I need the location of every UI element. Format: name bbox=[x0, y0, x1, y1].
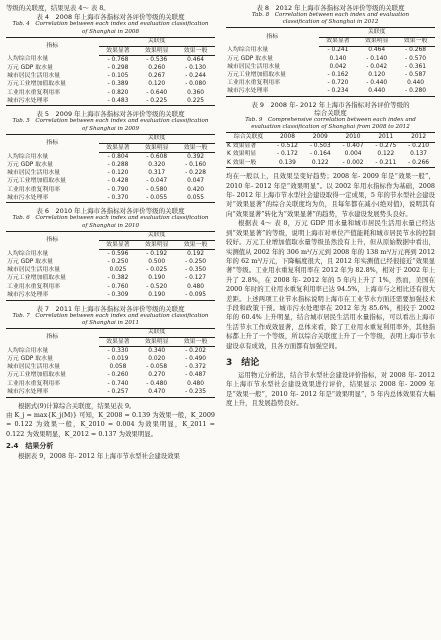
table-cell: - 0.298 bbox=[107, 64, 129, 71]
table-row bbox=[226, 55, 435, 63]
table-9-cell: - 0.211 bbox=[375, 159, 397, 166]
table-row-label: 城市污水处理率 bbox=[7, 291, 49, 298]
table-row-label: 人均综合用水量 bbox=[7, 56, 49, 63]
table-cell: 0.480 bbox=[187, 283, 205, 290]
table-column-header: 效果一般 bbox=[396, 37, 435, 46]
table-caption-cn: 表 8 2012 年上海市各指标对各评价等级的关联度 bbox=[256, 4, 405, 12]
table-cell: 0.480 bbox=[187, 380, 205, 387]
table-caption-en-1: Tab. 5 Correlation between each index and evaluation classification bbox=[12, 118, 209, 125]
table-row bbox=[6, 388, 215, 397]
right-tables bbox=[226, 4, 435, 97]
table-caption-en-2: of Shanghai in 2009 bbox=[81, 125, 140, 132]
table-column-header: 效果明显 bbox=[357, 37, 396, 46]
table-row-label: 城市污水处理率 bbox=[7, 97, 49, 104]
table-row bbox=[6, 89, 215, 97]
table-row bbox=[6, 275, 215, 283]
table-row bbox=[226, 80, 435, 88]
intro-text: 等级的关联度，结果见表 4～ 表 8。 bbox=[6, 4, 110, 12]
table-cell: - 0.820 bbox=[107, 89, 129, 96]
table-cell: - 0.250 bbox=[107, 258, 129, 265]
table-row-label: 工业用水重复利用率 bbox=[7, 380, 61, 387]
table-cell: - 0.361 bbox=[405, 63, 427, 70]
table-index-header: 指标 bbox=[266, 33, 279, 40]
table-cell: 0.360 bbox=[187, 89, 205, 96]
table-column-header: 效果显著 bbox=[99, 47, 138, 56]
table-group-header: 关联度 bbox=[147, 135, 166, 142]
table-9-row-label: K 效果明显 bbox=[227, 151, 257, 158]
table-cell: - 0.372 bbox=[185, 364, 207, 371]
table-cell: - 0.580 bbox=[146, 186, 168, 193]
table-column-header: 效果显著 bbox=[99, 144, 138, 153]
table-row bbox=[6, 347, 215, 356]
table-cell: - 0.257 bbox=[107, 388, 129, 395]
table-row-label: 城市污水处理率 bbox=[227, 88, 269, 95]
table-row-label: 工业用水重复利用率 bbox=[7, 283, 61, 290]
table-cell: 0.047 bbox=[187, 178, 205, 185]
table-row bbox=[6, 364, 215, 372]
table-cell: 0.225 bbox=[187, 97, 205, 104]
table-cell: - 0.127 bbox=[185, 275, 207, 282]
table-row-label: 城市居民生活用水量 bbox=[227, 63, 281, 70]
table-group-header-row bbox=[6, 328, 215, 337]
right-para-1: 均在一般以上，且效果呈变好趋势；2008 年- 2009 年是“效果一般”，2010 年- 2012 年是“效果明显”。以 2002 年用水指标作为基础，2008 年- 2012 年上海市节水型社会建设取得一定成果，5 年的节水型社会建设对“效果显著”的综合关联度均为负，且每年都在减小(绝对值)，说明其有向“效果显著”转化为“效果显著”的趋势，节水建设发展势头良好。 bbox=[226, 172, 435, 218]
table-cell: - 0.234 bbox=[327, 88, 349, 95]
table-cell: 0.320 bbox=[148, 161, 166, 168]
table-cell: - 0.130 bbox=[185, 64, 207, 71]
table-9-column-header: 2010 bbox=[337, 133, 370, 142]
table-row-label: 万元 GDP 取水量 bbox=[7, 64, 53, 71]
relation-table bbox=[6, 37, 215, 107]
table-row bbox=[6, 372, 215, 380]
relation-table bbox=[6, 134, 215, 204]
table-9-cell: - 0.172 bbox=[277, 151, 298, 158]
table-caption-cn: 表 7 2011 年上海市各指标对各评价等级的关联度 bbox=[36, 304, 185, 313]
section-heading-2-4: 2.4 结果分析 bbox=[6, 442, 54, 451]
table-cell: - 0.228 bbox=[185, 170, 207, 177]
table-column-header: 效果明显 bbox=[137, 144, 176, 153]
table-index-header: 指标 bbox=[46, 237, 59, 244]
table-cell: 0.340 bbox=[148, 347, 166, 354]
table-cell: - 0.720 bbox=[327, 80, 349, 87]
table-9-row bbox=[226, 151, 435, 159]
table-cell: 0.042 bbox=[329, 63, 347, 70]
table-9-caption-cn-2: 综合关联度 bbox=[314, 109, 347, 118]
table-column-header: 效果显著 bbox=[99, 338, 138, 347]
table-row-label: 万元工业增加值取水量 bbox=[227, 71, 286, 78]
table-group-header-row bbox=[6, 134, 215, 143]
table-cell: - 0.640 bbox=[146, 89, 168, 96]
table-cell: - 0.250 bbox=[185, 258, 207, 265]
table-caption-en-1: Tab. 4 Correlation between each index and evaluation classification bbox=[12, 21, 209, 28]
table-cell: - 0.370 bbox=[107, 194, 129, 201]
table-column-header: 效果明显 bbox=[137, 47, 176, 56]
table-9-cell: - 0.407 bbox=[342, 143, 364, 150]
relation-table bbox=[226, 27, 435, 97]
table-column-header: 效果显著 bbox=[319, 37, 358, 46]
table-row bbox=[6, 283, 215, 291]
table-group-header: 关联度 bbox=[147, 38, 166, 45]
table-cell: - 0.288 bbox=[107, 161, 129, 168]
table-row bbox=[6, 267, 215, 275]
table-cell: 0.440 bbox=[407, 80, 425, 87]
right-para-3: 运用物元分析法，结合节水型社会建设评价指标，对 2008 年- 2012 年上海市节水型社会建设效果进行评价，结果显示 2008 年- 2009 年是“效果一般”，2010 年- 2012 年是“效果明显”，5 年内总体效果有大幅度上升，且发展趋势良好。 bbox=[226, 370, 435, 408]
table-row-label: 工业用水重复利用率 bbox=[227, 80, 281, 87]
table-row-label: 城市居民生活用水量 bbox=[7, 364, 61, 371]
table-cell: 0.392 bbox=[187, 153, 205, 160]
table-row bbox=[6, 170, 215, 178]
table-row-label: 人均综合用水量 bbox=[7, 347, 49, 354]
table-row bbox=[226, 46, 435, 55]
table-row bbox=[6, 153, 215, 162]
table-9-cell: - 0.002 bbox=[342, 159, 364, 166]
para-after-1: 根据式(9)计算综合关联度，结果见表 9。 bbox=[18, 401, 136, 410]
table-9-cell: 0.004 bbox=[344, 151, 362, 158]
table-row-label: 万元工业增加值取水量 bbox=[7, 372, 66, 379]
table-cell: - 0.268 bbox=[405, 47, 427, 54]
table-cell: - 0.389 bbox=[107, 81, 129, 88]
relation-table bbox=[6, 231, 215, 301]
table-column-header: 效果一般 bbox=[176, 47, 215, 56]
table-cell: 0.464 bbox=[368, 47, 386, 54]
table-group-header-row bbox=[6, 37, 215, 46]
table-caption-en-1: Tab. 7 Correlation between each index and evaluation classification bbox=[12, 312, 209, 319]
table-9-cell: - 0.275 bbox=[375, 143, 397, 150]
table-column-header: 效果明显 bbox=[137, 241, 176, 250]
table-cell: 0.020 bbox=[148, 356, 166, 363]
table-row bbox=[6, 291, 215, 300]
table-9-row-label: K 效果显著 bbox=[227, 143, 257, 150]
table-row bbox=[6, 56, 215, 65]
table-cell: - 0.244 bbox=[185, 73, 207, 80]
table-cell: 0.500 bbox=[148, 258, 166, 265]
table-cell: - 0.570 bbox=[405, 55, 427, 62]
table-cell: 0.270 bbox=[148, 372, 166, 379]
table-row-label: 城市居民生活用水量 bbox=[7, 267, 61, 274]
table-cell: 0.420 bbox=[187, 186, 205, 193]
table-9-cell: - 0.266 bbox=[408, 159, 430, 166]
table-cell: - 0.587 bbox=[405, 71, 427, 78]
table-9-caption-en-1: Tab. 9 Comprehensive correlation between each index and bbox=[245, 117, 416, 124]
table-cell: - 0.520 bbox=[146, 283, 168, 290]
table-row-label: 人均综合用水量 bbox=[7, 250, 49, 257]
table-row bbox=[226, 88, 435, 97]
table-cell: 0.120 bbox=[148, 81, 166, 88]
left-tables bbox=[6, 13, 215, 397]
table-row-label: 城市居民生活用水量 bbox=[7, 170, 61, 177]
table-cell: - 0.202 bbox=[185, 347, 207, 354]
table-cell: 0.058 bbox=[109, 364, 127, 371]
table-cell: - 0.160 bbox=[185, 161, 207, 168]
right-column bbox=[226, 4, 435, 409]
table-row-label: 人均综合用水量 bbox=[7, 153, 49, 160]
table-group-header-row bbox=[6, 231, 215, 240]
table-9-column-header: 2012 bbox=[402, 133, 435, 142]
table-cell: - 0.536 bbox=[146, 56, 168, 63]
table-cell: - 0.019 bbox=[107, 356, 129, 363]
table-caption-en-2: of Shanghai in 2011 bbox=[81, 319, 140, 326]
table-column-header: 效果一般 bbox=[176, 241, 215, 250]
table-cell: - 0.309 bbox=[107, 291, 129, 298]
table-9-cell: - 0.512 bbox=[277, 143, 298, 150]
table-cell: 0.260 bbox=[148, 64, 166, 71]
table-column-header: 效果明显 bbox=[137, 338, 176, 347]
table-9-cell: - 0.210 bbox=[408, 143, 430, 150]
table-cell: - 0.490 bbox=[185, 356, 207, 363]
table-cell: - 0.047 bbox=[146, 178, 168, 185]
table-caption-en-1: Tab. 6 Correlation between each index and evaluation classification bbox=[12, 215, 209, 222]
table-9-row-label: K 效果一般 bbox=[227, 159, 257, 166]
table-row-label: 工业用水重复利用率 bbox=[7, 186, 61, 193]
table-row-label: 万元工业增加值取水量 bbox=[7, 178, 66, 185]
table-cell: - 0.235 bbox=[185, 388, 207, 395]
table-row-label: 万元 GDP 取水量 bbox=[7, 258, 53, 265]
table-caption-en-1: Tab. 8 Correlation between each index and evaluation bbox=[251, 12, 410, 18]
table-cell: - 0.768 bbox=[107, 56, 129, 63]
table-block-4 bbox=[6, 13, 215, 106]
table-9 bbox=[226, 132, 435, 168]
table-row bbox=[6, 186, 215, 194]
table-cell: 0.140 bbox=[329, 55, 347, 62]
table-row bbox=[6, 356, 215, 364]
table-row bbox=[6, 81, 215, 89]
table-cell: - 0.058 bbox=[146, 364, 168, 371]
table-column-header: 效果一般 bbox=[176, 338, 215, 347]
table-9-row bbox=[226, 142, 435, 151]
table-row-label: 万元工业增加值取水量 bbox=[7, 81, 66, 88]
table-row bbox=[226, 63, 435, 71]
table-caption-cn: 表 5 2009 年上海市各指标对各评价等级的关联度 bbox=[36, 110, 185, 119]
table-row-label: 万元 GDP 取水量 bbox=[7, 161, 53, 168]
table-row-label: 工业用水重复利用率 bbox=[7, 89, 61, 96]
table-cell: - 0.025 bbox=[146, 267, 168, 274]
table-9-cell: - 0.164 bbox=[309, 151, 331, 158]
table-group-header: 关联度 bbox=[367, 28, 386, 35]
table-block-7 bbox=[6, 305, 215, 398]
table-cell: - 0.042 bbox=[366, 63, 388, 70]
table-row-label: 城市污水处理率 bbox=[7, 388, 49, 395]
right-para-2: 根据表 4～ 表 8，万元 GDP 用水量和城市居民生活用水量已经达到“效果显著”的等级，说明上海市对单位产值能耗和城市居民节水的控制较好。万元工业增加值取水量等级虽然没有上升，但从原始数据中看出，实测值从 2002 年的 306 m³/万元到 2008 年的 138 m³/万元再到 2012 年的 62 m³/万元，下降幅度很大，且 2012 年实测值已经很接近“效果显著”等级。工业用水重复利用率在 2012 年为 82.8%，相对于 2002 年上升了 2.8%，在 2008 年- 2012 年的 5 年内上升了 1%，然而，美国在 2000 年时的工业用水重复利用率已达 94.5%，上海市与之相比还有很大差距。上述两项工业节水指标说明上海市在工业节水方面还需要加强技术手段和政策干预。城市污水处理率在 2012 年为 85.6%，相较于 2002 年的 60.4% 上升明显，结合城市居民生活用水量指标，可以看出上海市生活节水工作成效显著，总体来看，除了工业用水重复利用率外，其他指标都上升了一个等级，所以综合关联度上升了一个等级，表明上海市节水建设卓有成效，且各方面都有加强空间。 bbox=[226, 219, 435, 350]
table-9-body bbox=[226, 142, 435, 168]
table-caption-cn: 表 6 2010 年上海市各指标对各评价等级的关联度 bbox=[36, 207, 185, 216]
table-cell: - 0.241 bbox=[327, 47, 349, 54]
table-row bbox=[6, 250, 215, 259]
table-cell: - 0.120 bbox=[107, 170, 129, 177]
table-9-column-header: 2009 bbox=[304, 133, 337, 142]
table-caption-en-2: classification of Shanghai in 2012 bbox=[282, 19, 379, 26]
table-row-label: 万元工业增加值取水量 bbox=[7, 275, 66, 282]
table-9-column-header: 综合关联度 bbox=[226, 133, 271, 142]
para-after-3: 根据表 9，2008 年- 2012 年上海市节水型社会建设效果 bbox=[18, 452, 180, 461]
table-caption-en-2: of Shanghai in 2010 bbox=[81, 222, 140, 229]
table-cell: - 0.055 bbox=[146, 194, 168, 201]
table-row-label: 人均综合用水量 bbox=[227, 47, 269, 54]
table-cell: - 0.162 bbox=[327, 71, 349, 78]
table-block-6 bbox=[6, 207, 215, 300]
table-cell: - 0.260 bbox=[107, 372, 129, 379]
table-block-8 bbox=[226, 4, 435, 97]
table-cell: - 0.483 bbox=[107, 97, 129, 104]
table-cell: - 0.225 bbox=[146, 97, 168, 104]
table-9-cell: 0.122 bbox=[311, 159, 329, 166]
table-cell: - 0.382 bbox=[107, 275, 129, 282]
table-cell: 0.190 bbox=[148, 275, 166, 282]
table-cell: 0.120 bbox=[368, 71, 386, 78]
table-cell: - 0.350 bbox=[185, 267, 207, 274]
table-cell: - 0.760 bbox=[107, 283, 129, 290]
table-row bbox=[226, 71, 435, 79]
table-cell: - 0.280 bbox=[405, 88, 427, 95]
table-row-label: 万元 GDP 取水量 bbox=[7, 356, 53, 363]
table-cell: - 0.596 bbox=[107, 250, 129, 257]
table-cell: - 0.105 bbox=[107, 73, 129, 80]
table-group-header-row bbox=[226, 28, 435, 37]
table-row bbox=[6, 258, 215, 266]
table-9-caption-cn-1: 表 9 2008 年- 2012 年上海市各指标对各评价等级的 bbox=[251, 101, 410, 110]
table-index-header: 指标 bbox=[46, 140, 59, 147]
table-cell: - 0.804 bbox=[107, 153, 129, 160]
table-cell: 0.055 bbox=[187, 194, 205, 201]
table-row-label: 万元 GDP 取水量 bbox=[227, 55, 273, 62]
table-9-cell: - 0.503 bbox=[309, 143, 331, 150]
table-cell: 0.440 bbox=[368, 88, 386, 95]
table-cell: - 0.487 bbox=[185, 372, 207, 379]
table-9-cell: 0.137 bbox=[410, 151, 428, 158]
left-column bbox=[6, 4, 215, 462]
table-9-caption-en-2: evaluation classification of Shanghai from 2008 to 2012 bbox=[251, 124, 410, 131]
table-block-5 bbox=[6, 110, 215, 203]
table-row bbox=[6, 97, 215, 106]
table-cell: 0.190 bbox=[148, 291, 166, 298]
table-cell: 0.267 bbox=[148, 73, 166, 80]
para-after-2: 由 K_j = max{K_j(M)} 可知，K_2008 = 0.139 为效果一般，K_2009 = 0.122 为效果一般，K_2010 = 0.004 为效果明显，K_2011 = 0.122 为效果明显，K_2012 = 0.137 为效果明显。 bbox=[6, 410, 215, 438]
table-9-column-header: 2011 bbox=[369, 133, 402, 142]
table-row-label: 城市污水处理率 bbox=[7, 194, 49, 201]
table-cell: 0.317 bbox=[148, 170, 166, 177]
table-cell: - 0.140 bbox=[366, 55, 388, 62]
section-heading-3: 3 结论 bbox=[226, 357, 260, 368]
table-row bbox=[6, 64, 215, 72]
table-cell: - 0.095 bbox=[185, 291, 207, 298]
table-row bbox=[6, 161, 215, 169]
table-column-header: 效果显著 bbox=[99, 241, 138, 250]
table-cell: 0.470 bbox=[148, 388, 166, 395]
table-9-header-row bbox=[226, 133, 435, 142]
table-9-column-header: 2008 bbox=[271, 133, 304, 142]
table-row bbox=[6, 380, 215, 388]
table-index-header: 指标 bbox=[46, 334, 59, 341]
table-cell: 0.464 bbox=[187, 56, 205, 63]
table-cell: - 0.080 bbox=[185, 81, 207, 88]
table-group-header: 关联度 bbox=[147, 232, 166, 239]
table-caption-cn: 表 4 2008 年上海市各指标对各评价等级的关联度 bbox=[36, 13, 185, 22]
table-9-row bbox=[226, 159, 435, 168]
table-cell: - 0.440 bbox=[366, 80, 388, 87]
table-caption-en-2: of Shanghai in 2008 bbox=[81, 28, 140, 35]
table-9-cell: 0.122 bbox=[377, 151, 395, 158]
table-row-label: 城市居民生活用水量 bbox=[7, 73, 61, 80]
table-row bbox=[6, 194, 215, 203]
table-9-block bbox=[226, 101, 435, 168]
table-cell: - 0.428 bbox=[107, 178, 129, 185]
relation-table bbox=[6, 328, 215, 398]
table-9-cell: 0.139 bbox=[279, 159, 296, 166]
table-column-header: 效果一般 bbox=[176, 144, 215, 153]
table-cell: 0.025 bbox=[109, 267, 127, 274]
table-row bbox=[6, 178, 215, 186]
table-group-header: 关联度 bbox=[147, 329, 166, 336]
table-cell: - 0.330 bbox=[107, 347, 129, 354]
table-cell: - 0.480 bbox=[146, 380, 168, 387]
table-cell: - 0.192 bbox=[146, 250, 168, 257]
table-cell: - 0.608 bbox=[146, 153, 168, 160]
table-index-header: 指标 bbox=[46, 43, 59, 50]
table-cell: 0.192 bbox=[187, 250, 205, 257]
table-row bbox=[6, 73, 215, 81]
table-cell: - 0.740 bbox=[107, 380, 129, 387]
table-cell: - 0.790 bbox=[107, 186, 129, 193]
